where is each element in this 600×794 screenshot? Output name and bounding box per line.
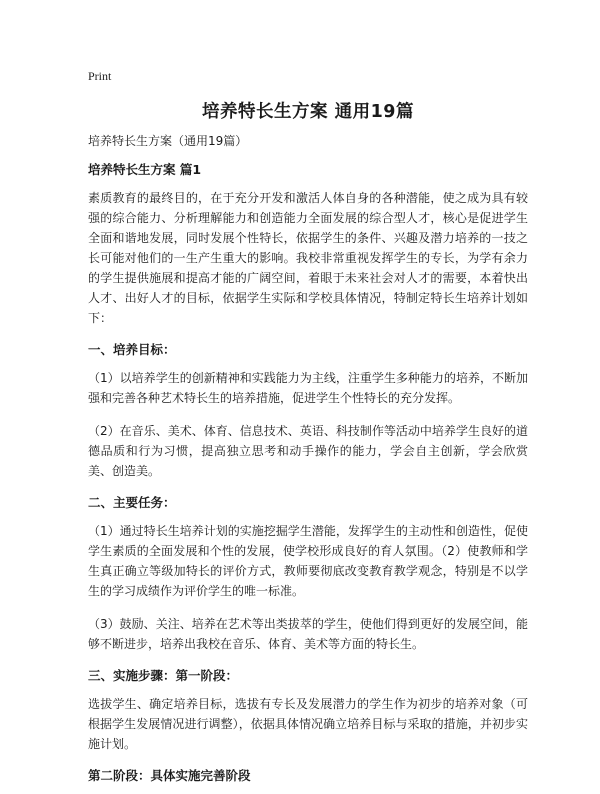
- section-heading-tasks: 二、主要任务：: [88, 495, 176, 510]
- print-link[interactable]: Print: [88, 69, 112, 83]
- paragraph-goal-2: （2）在音乐、美术、体育、信息技术、英语、科技制作等活动中培养学生良好的道德品质和行为习惯，提高独立思考和动手操作的能力，学会自主创新，学会欣赏美、创造美。: [88, 424, 528, 478]
- section-heading-goals: 一、培养目标：: [88, 342, 176, 357]
- document-page: [88, 68, 528, 794]
- section-heading-1: 培养特长生方案 篇1: [88, 162, 202, 177]
- document-subtitle: 培养特长生方案（通用19篇）: [88, 134, 248, 148]
- paragraph-task-1: （1）通过特长生培养计划的实施挖掘学生潜能，发挥学生的主动性和创造性，促使学生素质的全面发展和个性的发展，使学校形成良好的育人氛围。（2）使教师和学生真正确立等级加特长的评价方式，教师要彻底改变教育教学观念，特别是不以学生的学习成绩作为评价学生的唯一标准。: [88, 524, 528, 598]
- paragraph-step-1: 选拔学生、确定培养目标，选拔有专长及发展潜力的学生作为初步的培养对象（可根据学生发展情况进行调整），依据具体情况确立培养目标与采取的措施，并初步实施计划。: [88, 697, 528, 751]
- section-heading-steps: 三、实施步骤：第一阶段：: [88, 668, 239, 683]
- document-title: 培养特长生方案 通用19篇: [202, 102, 414, 122]
- paragraph-intro: 素质教育的最终目的，在于充分开发和激活人体自身的各种潜能，使之成为具有较强的综合能力、分析理解能力和创造能力全面发展的综合型人才，核心是促进学生全面和谐地发展，同时发展个性特长，依据学生的条件、兴趣及潜力培养的一技之长可能对他们的一生产生重大的影响。我校非常重视发挥学生的专长，为学有余力的学生提供施展和提高才能的广阔空间，着眼于未来社会对人才的需要，本着快出人才、出好人才的目标，依据学生实际和学校具体情况，特制定特长生培养计划如下：: [88, 191, 528, 325]
- section-heading-phase-2: 第二阶段：具体实施完善阶段: [88, 768, 251, 783]
- paragraph-task-3: （3）鼓励、关注、培养在艺术等出类拔萃的学生，使他们得到更好的发展空间，能够不断进步，培养出我校在音乐、体育、美术等方面的特长生。: [88, 617, 528, 651]
- paragraph-goal-1: （1）以培养学生的创新精神和实践能力为主线，注重学生多种能力的培养，不断加强和完善各种艺术特长生的培养措施，促进学生个性特长的充分发挥。: [88, 371, 528, 405]
